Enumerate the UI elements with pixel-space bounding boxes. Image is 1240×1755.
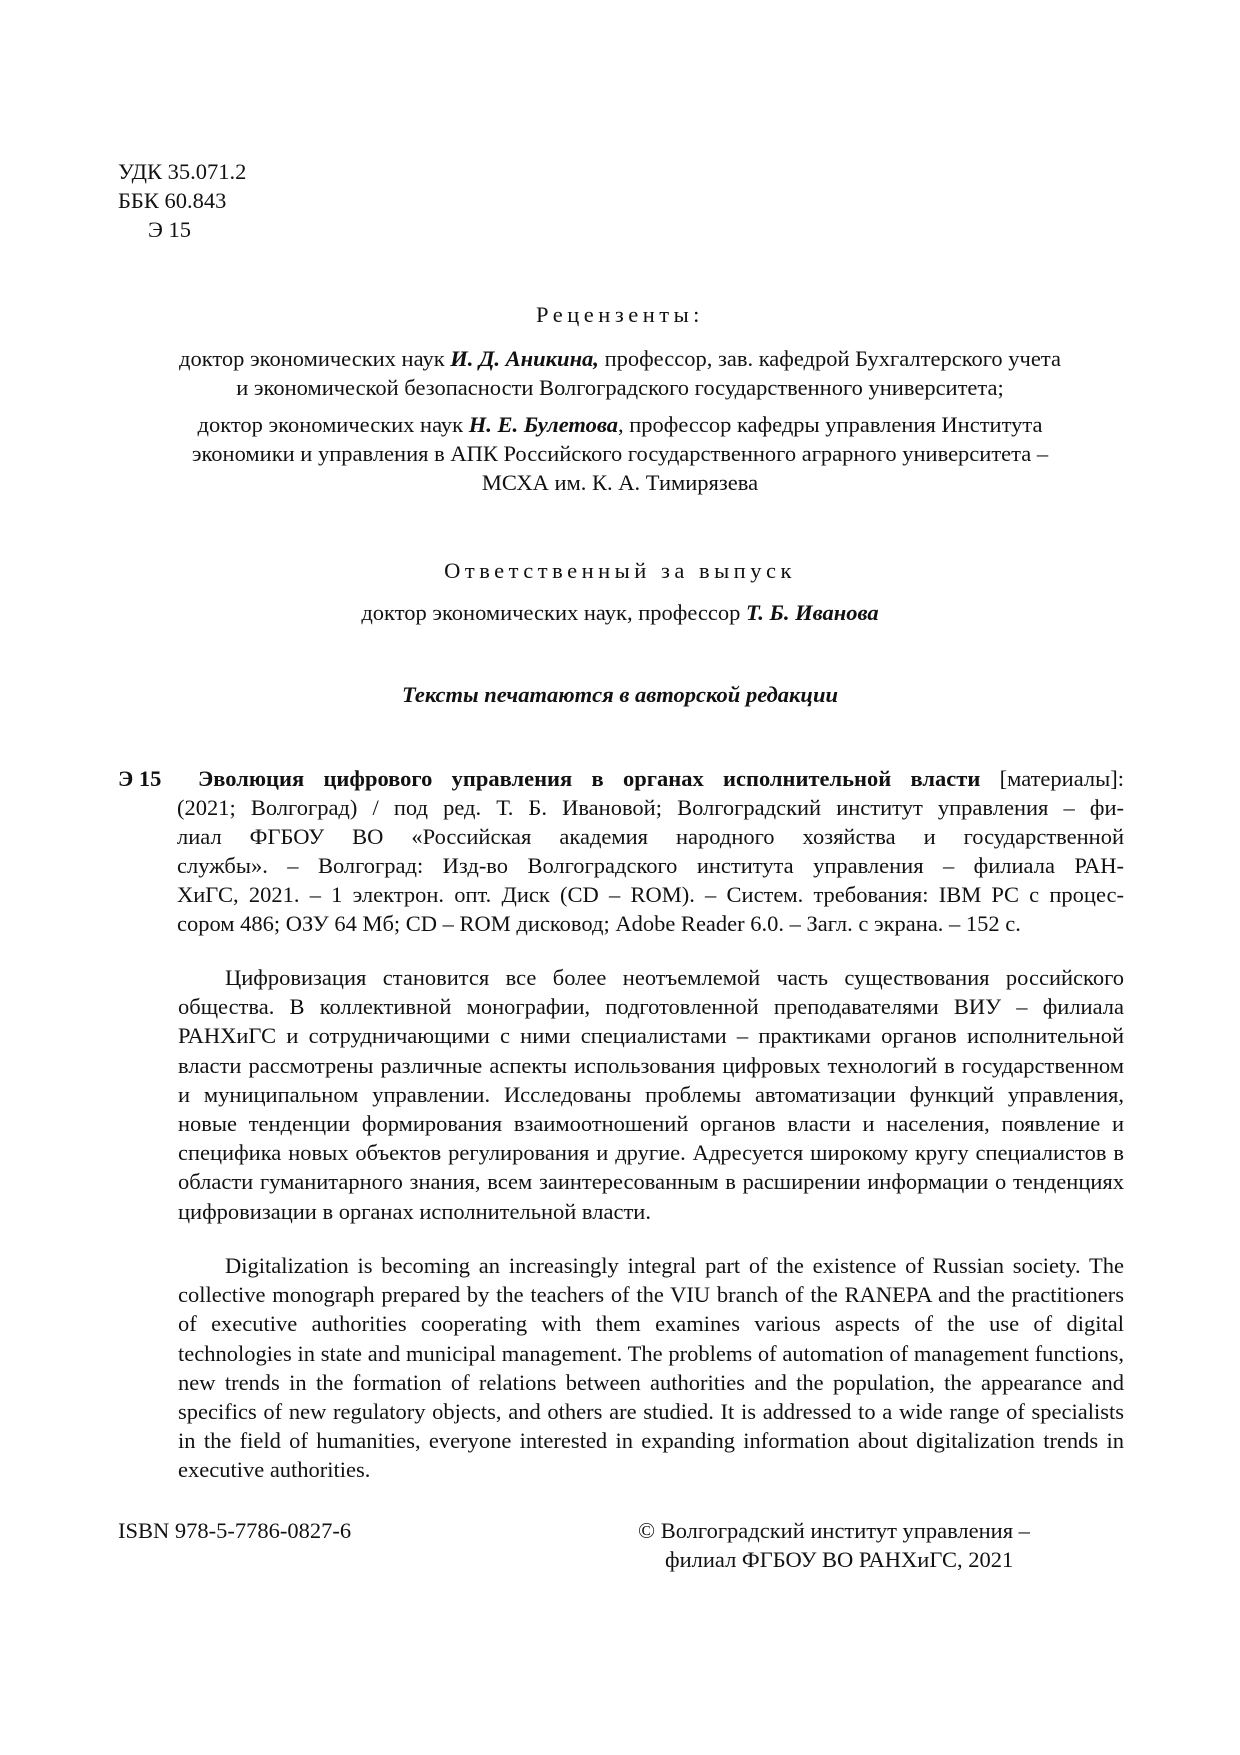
biblio-title: Эволюция цифрового управления в органах исполнительной власти [198, 766, 981, 791]
abstract-russian: Цифровизация становится все более неотъемлемой часть существования российского общества. В коллективной монографии, подготовленной преподавателями ВИУ – филиала РАНХиГС и сотрудничающими с ними специалистами – практиками органов исполнительной власти рассмотрены различные аспекты использования цифровых технологий в государственном и муниципальном управлении. Исследованы проблемы автоматизации функций управления, новые тенденции формирования взаимоотношений органов власти и населения, появление и специфика новых объектов регулирования и другие. Адресуется широкому кругу специалистов в области гуманитарного знания, всем заинтересованным в расширении информации о тенденциях цифровизации в органах исполнительной власти. [178, 965, 1124, 1224]
biblio-line-5: ХиГС, 2021. – 1 электрон. опт. Диск (CD – ROM). – Систем. требования: IBM PC с процес- [177, 882, 1124, 907]
responsible-name: Т. Б. Иванова [745, 600, 879, 625]
reviewer-2-line-2: экономики и управления в АПК Российского государственного аграрного университета – [191, 441, 1049, 466]
reviewer-1-line-2: и экономической безопасности Волгоградского государственного университета; [236, 375, 1004, 400]
reviewer-2-prefix: доктор экономических наук [197, 412, 469, 437]
reviewer-1-line-1 [118, 344, 1122, 373]
isbn: ISBN 978-5-7786-0827-6 [118, 1518, 352, 1543]
reviewer-1-name: И. Д. Аникина, [450, 346, 599, 371]
biblio-line-4: службы». – Волгоград: Изд-во Волгоградского института управления – филиала РАН- [177, 853, 1124, 878]
bibliographic-record [118, 764, 1124, 938]
biblio-line-1-rest: [материалы]: [980, 766, 1124, 791]
biblio-line-1 [118, 764, 1124, 793]
reviewer-2-rest: , профессор кафедры управления Института [618, 412, 1043, 437]
biblio-line-2: (2021; Волгоград) / под ред. Т. Б. Ивановой; Волгоградский институт управления – фи- [177, 795, 1124, 820]
udk-code: УДК 35.071.2 [118, 159, 247, 184]
reviewer-1 [118, 344, 1122, 402]
copyright-line-2: филиал ФГБОУ ВО РАНХиГС, 2021 [665, 1547, 1014, 1572]
classification-codes [118, 157, 246, 244]
reviewer-2-line-3: МСХА им. К. А. Тимирязева [481, 470, 759, 495]
edition-note: Тексты печатаются в авторской редакции [402, 682, 838, 707]
responsible-heading: Ответственный за выпуск [444, 558, 796, 583]
biblio-code: Э 15 [118, 766, 162, 791]
reviewer-2 [118, 410, 1122, 497]
biblio-title-line [198, 764, 1124, 793]
copyright-line-1: © Волгоградский институт управления – [638, 1518, 1030, 1543]
biblio-line-6: сором 486; ОЗУ 64 Мб; CD – ROM дисковод; Adobe Reader 6.0. – Загл. с экрана. – 152 с. [177, 911, 1021, 936]
author-mark: Э 15 [148, 217, 191, 242]
reviewers-heading: Рецензенты: [536, 302, 704, 327]
reviewer-1-prefix: доктор экономических наук [179, 346, 451, 371]
biblio-line-3: лиал ФГБОУ ВО «Российская академия народного хозяйства и государственной [177, 824, 1124, 849]
copyright [638, 1516, 1030, 1574]
responsible-prefix: доктор экономических наук, профессор [361, 600, 746, 625]
reviewer-2-name: Н. Е. Булетова [468, 412, 618, 437]
abstract-english: Digitalization is becoming an increasingly integral part of the existence of Russian society. The collective monograph prepared by the teachers of the VIU branch of the RANEPA and the practitioners of executive authorities cooperating with them examines various aspects of the use of digital technologies in state and municipal management. The problems of automation of management functions, new trends in the formation of relations between authorities and the population, the appearance and specifics of new regulatory objects, and others are studied. It is addressed to a wide range of specialists in the field of humanities, everyone interested in expanding information about digitalization trends in executive authorities. [178, 1253, 1124, 1483]
responsible-person [118, 598, 1122, 627]
bbk-code: ББК 60.843 [118, 188, 227, 213]
reviewer-1-rest: профессор, зав. кафедрой Бухгалтерского учета [598, 346, 1061, 371]
reviewer-2-line-1 [118, 410, 1122, 439]
